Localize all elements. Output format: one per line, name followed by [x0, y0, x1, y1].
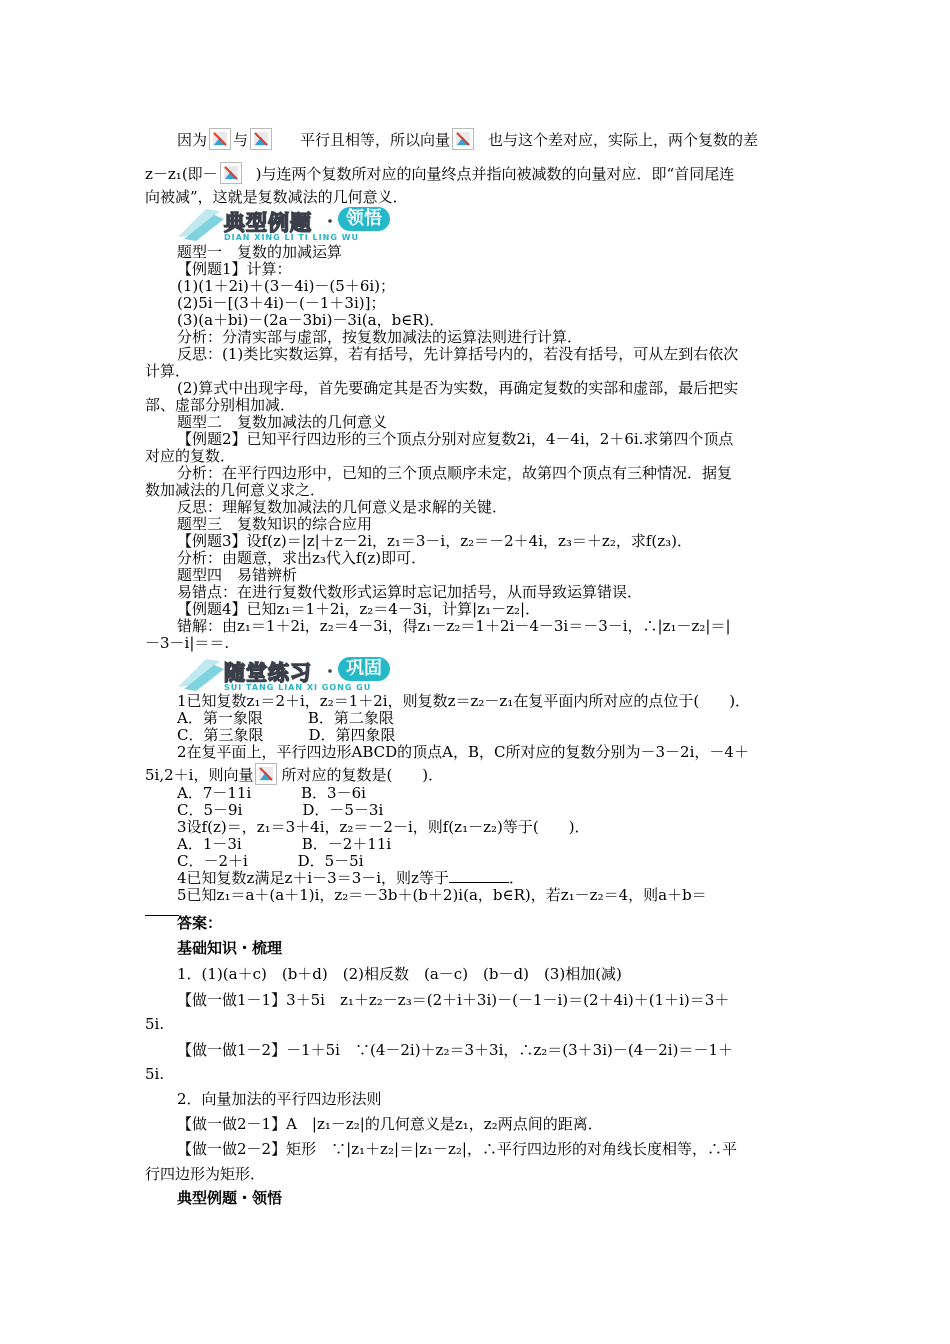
text: 因为: [177, 131, 208, 149]
example-line: 题型二 复数加减法的几何意义: [177, 413, 388, 431]
banner-swoosh-icon: [176, 205, 226, 243]
example-line: 计算．: [145, 362, 191, 380]
banner-title: 随堂练习: [224, 661, 312, 685]
answer-line: 【做一做1－2】－1＋5i ∵(4－2i)＋z₂＝3＋3i，∴z₂＝(3＋3i)－(4－2i)＝－1＋: [177, 1041, 733, 1059]
broken-image-icon: [452, 128, 474, 150]
example-line: (2)5i－[(3＋4i)－(－1＋3i)]；: [177, 294, 386, 312]
practice-question: 3设f(z)＝，z₁＝3＋4i，z₂＝－2－i，则f(z₁－z₂)等于( )．: [177, 818, 590, 836]
practice-option: A．1－3i B．－2＋11i: [177, 835, 392, 853]
broken-image-icon: [220, 162, 242, 184]
text: 5i,2＋i，则向量: [145, 766, 254, 784]
example-line: (1)(1＋2i)＋(3－4i)－(5＋6i)；: [177, 277, 396, 295]
example-line: 数加减法的几何意义求之．: [145, 481, 326, 499]
example-line: 题型三 复数知识的综合应用: [177, 515, 373, 533]
broken-image-icon: [255, 763, 277, 785]
banner-swoosh-icon: [176, 655, 226, 693]
practice-question: 5已知z₁＝a＋(a＋1)i，z₂＝－3b＋(b＋2)i(a，b∈R)，若z₁－z₂＝4，则a＋b＝: [177, 886, 707, 904]
example-line: 【例题1】计算：: [177, 260, 292, 278]
answer-blank: [449, 870, 509, 883]
answer-line: 【做一做2－1】A |z₁－z₂|的几何意义是z₁，z₂两点间的距离．: [177, 1115, 603, 1133]
text: 所对应的复数是( )．: [281, 766, 444, 784]
practice-option: A．7－11i B．3－6i: [177, 784, 366, 802]
answer-line: 1．(1)(a＋c) (b＋d) (2)相反数 (a－c) (b－d) (3)相加(减): [177, 965, 622, 983]
example-line: 反思：(1)类比实数运算，若有括号，先计算括号内的，若没有括号，可从左到右依次: [177, 345, 739, 363]
example-line: －3－i|＝＝.: [145, 634, 230, 652]
text: z－z₁(即－: [145, 165, 218, 183]
example-line: 题型一 复数的加减运算: [177, 243, 343, 261]
broken-image-icon: [209, 128, 231, 150]
banner-subtitle: DIAN XING LI TI LING WU: [224, 233, 359, 242]
banner-dot: ・: [322, 212, 339, 231]
answer-line: 5i.: [145, 1065, 165, 1083]
practice-question: [145, 763, 443, 785]
intro-line-3: 向被减”，这就是复数减法的几何意义．: [145, 188, 408, 206]
practice-option: A．第一象限 B．第二象限: [177, 709, 394, 727]
example-line: 题型四 易错辨析: [177, 566, 298, 584]
example-line: 【例题2】已知平行四边形的三个顶点分别对应复数2i，4－4i，2＋6i.求第四个顶点: [177, 430, 734, 448]
example-line: 对应的复数．: [145, 447, 236, 465]
intro-line-2: [145, 162, 734, 184]
text: 平行且相等，所以向量: [300, 131, 451, 149]
banner-pill: 领悟: [338, 207, 390, 231]
answer-line: 5i.: [145, 1015, 165, 1033]
broken-image-icon: [250, 128, 272, 150]
section-banner-practice: [176, 655, 426, 695]
example-line: 【例题3】设f(z)＝|z|＋z－2i，z₁＝3－i，z₂＝－2＋4i，z₃＝＋z₂，求f(z₃)．: [177, 532, 693, 550]
text: 与: [233, 131, 249, 149]
example-line: 分析：在平行四边形中，已知的三个顶点顺序未定，故第四个顶点有三种情况．据复: [177, 464, 733, 482]
answers-section-title: 基础知识・梳理: [177, 939, 283, 957]
text: )与连两个复数所对应的向量终点并指向被减数的向量对应．即“首同尾连: [255, 165, 735, 183]
practice-option: C．5－9i D．－5－3i: [177, 801, 384, 819]
answer-line: 行四边形为矩形．: [145, 1165, 266, 1183]
answer-blank: [145, 915, 179, 916]
practice-question: 1已知复数z₁＝2＋i，z₂＝1＋2i，则复数z＝z₂－z₁在复平面内所对应的点位于( )．: [177, 692, 751, 710]
answer-line: 【做一做1－1】3＋5i z₁＋z₂－z₃＝(2＋i＋3i)－(－1－i)＝(2＋4i)＋(1＋i)＝3＋: [177, 991, 730, 1009]
text: ．: [508, 869, 524, 887]
answers-heading: 答案：: [177, 914, 223, 932]
text: 也与这个差对应，实际上，两个复数的差: [488, 131, 759, 149]
example-line: 分析：由题意，求出z₃代入f(z)即可．: [177, 549, 427, 567]
practice-question: [177, 870, 524, 887]
example-line: 易错点：在进行复数代数形式运算时忘记加括号，从而导致运算错误．: [177, 583, 643, 601]
intro-line-1: [177, 128, 758, 150]
example-line: (3)(a＋bi)－(2a－3bi)－3i(a，b∈R)．: [177, 311, 445, 329]
example-line: 反思：理解复数加减法的几何意义是求解的关键．: [177, 498, 508, 516]
practice-question: 2在复平面上，平行四边形ABCD的顶点A，B，C所对应的复数分别为－3－2i，－4＋: [177, 743, 749, 761]
banner-dot: ・: [322, 662, 339, 681]
example-line: 分析：分清实部与虚部，按复数加减法的运算法则进行计算．: [177, 328, 583, 346]
banner-title: 典型例题: [224, 211, 312, 235]
answers-section-title: 典型例题・领悟: [177, 1189, 283, 1207]
answer-line: 【做一做2－2】矩形 ∵|z₁＋z₂|＝|z₁－z₂|，∴平行四边形的对角线长度相等，∴平: [177, 1140, 737, 1158]
practice-option: C．第三象限 D．第四象限: [177, 726, 396, 744]
banner-pill: 巩固: [338, 657, 390, 681]
banner-subtitle: SUI TANG LIAN XI GONG GU: [224, 683, 372, 692]
practice-option: C．－2＋i D．5－5i: [177, 852, 364, 870]
example-line: (2)算式中出现字母，首先要确定其是否为实数，再确定复数的实部和虚部，最后把实: [177, 379, 739, 397]
example-line: 【例题4】已知z₁＝1＋2i，z₂＝4－3i，计算|z₁－z₂|．: [177, 600, 541, 618]
text: 4已知复数z满足z＋i－3＝3－i，则z等于: [177, 869, 449, 887]
answer-line: 2．向量加法的平行四边形法则: [177, 1090, 382, 1108]
section-banner-examples: [176, 205, 426, 245]
example-line: 部、虚部分别相加减．: [145, 396, 296, 414]
example-line: 错解：由z₁＝1＋2i，z₂＝4－3i，得z₁－z₂＝1＋2i－4－3i＝－3－i，∴|z₁－z₂|＝|: [177, 617, 731, 635]
